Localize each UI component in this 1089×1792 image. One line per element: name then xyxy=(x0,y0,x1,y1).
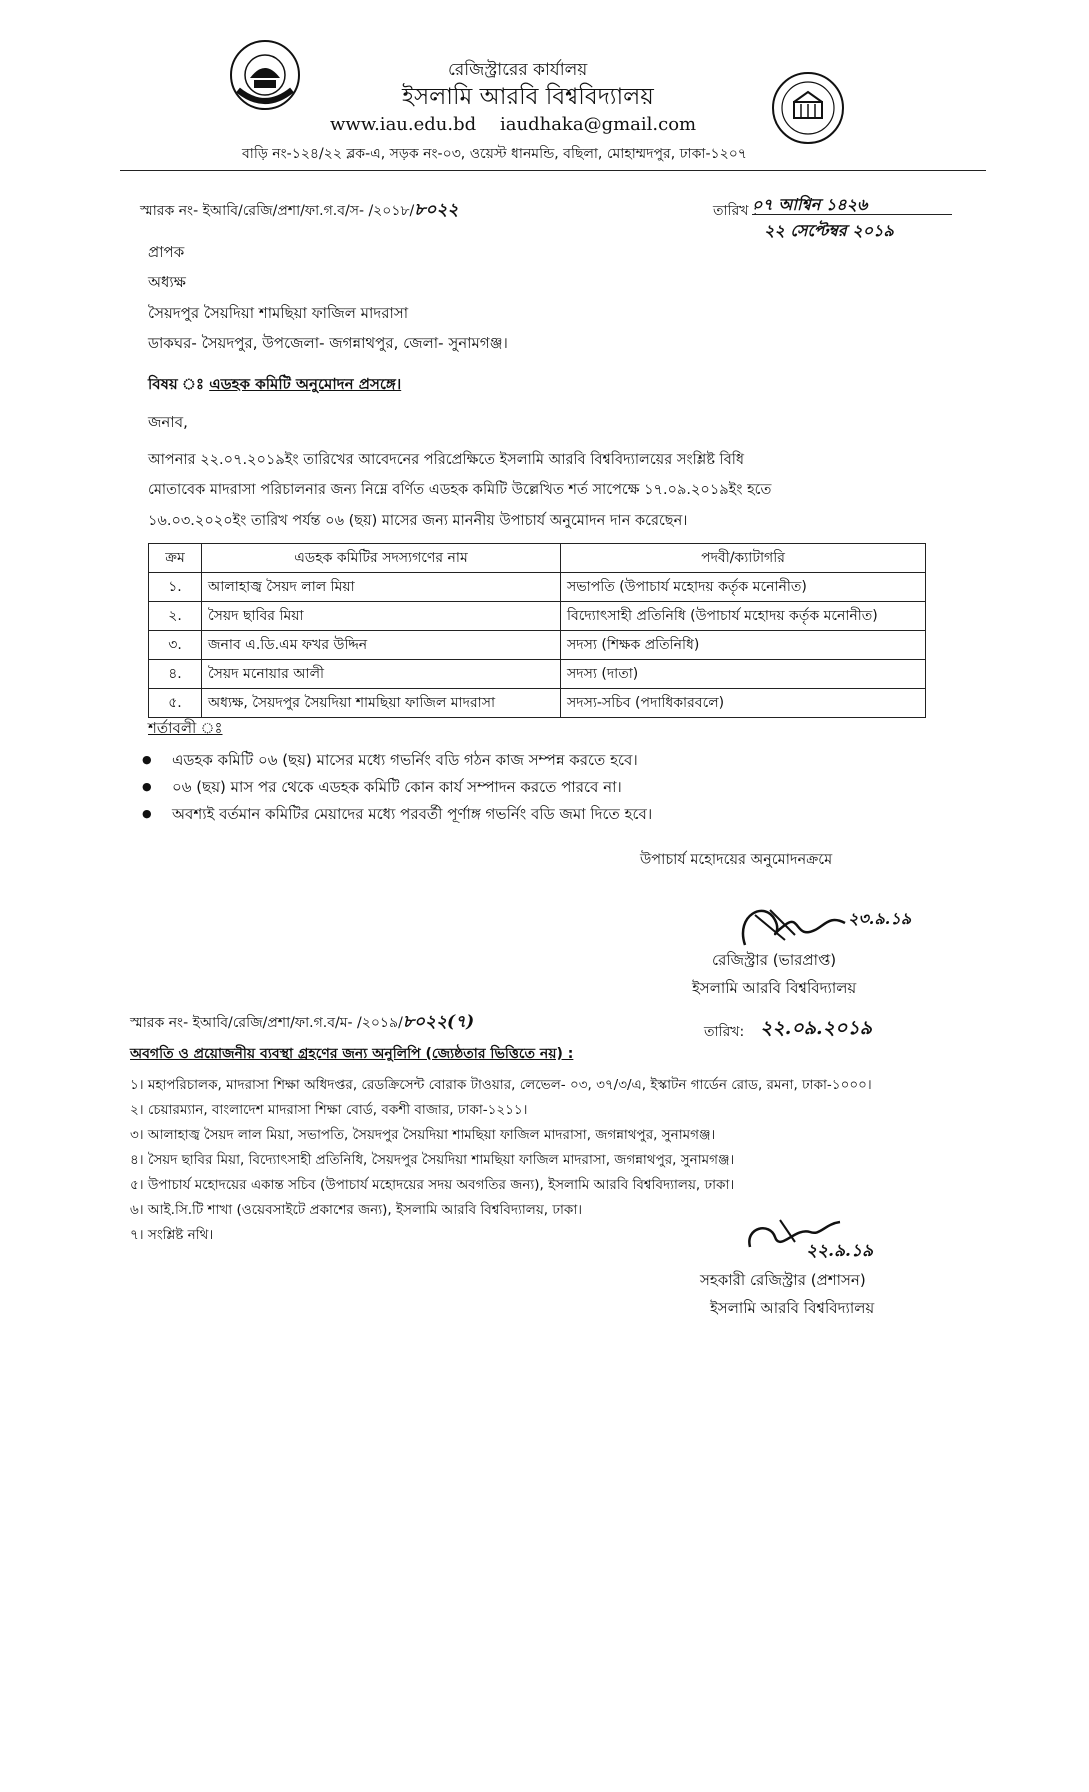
committee-table xyxy=(148,543,926,718)
condition-item: ● ০৬ (ছয়) মাস পর থেকে এডহক কমিটি কোন কার্য সম্পাদন করতে পারবে না। xyxy=(138,777,652,804)
conditions-list xyxy=(138,750,652,831)
row-serial: ৫. xyxy=(149,689,202,718)
date-underline xyxy=(752,214,952,215)
website-link[interactable]: www.iau.edu.bd xyxy=(330,114,477,135)
table-row xyxy=(149,689,926,718)
memo2-date-label: তারিখ: xyxy=(704,1024,745,1040)
subject-label: বিষয় ঃ xyxy=(148,375,204,393)
cc-item: ৫। উপাচার্য মহোদয়ের একান্ত সচিব (উপাচার্য মহোদয়ের সদয় অবগতির জন্য), ইসলামি আরবি বিশ্ববিদ্যালয়, ঢাকা। xyxy=(130,1177,735,1193)
signatory-1-org: ইসলামি আরবি বিশ্ববিদ্যালয় xyxy=(692,979,857,997)
memo2-ref xyxy=(130,1012,474,1033)
cc-item: ৭। সংশ্লিষ্ট নথি। xyxy=(130,1227,214,1243)
office-title: রেজিস্ট্রারের কার্যালয় xyxy=(448,60,588,80)
row-member-role: সভাপতি (উপাচার্য মহোদয় কর্তৃক মনোনীত) xyxy=(561,573,926,602)
row-serial: ৪. xyxy=(149,660,202,689)
cc-item: ২। চেয়ারম্যান, বাংলাদেশ মাদরাসা শিক্ষা বোর্ড, বকশী বাজার, ঢাকা-১২১১। xyxy=(130,1102,528,1118)
condition-item: ● এডহক কমিটি ০৬ (ছয়) মাসের মধ্যে গভর্নিং বডি গঠন কাজ সম্পন্ন করতে হবে। xyxy=(138,750,652,777)
col-header-serial: ক্রম xyxy=(149,544,202,573)
university-logo-left xyxy=(228,38,302,112)
university-name: ইসলামি আরবি বিশ্ববিদ্যালয় xyxy=(402,84,654,110)
memo2-date-handwritten: ২২.০৯.২০১৯ xyxy=(760,1017,872,1039)
row-member-name: আলাহাজ্ব সৈয়দ লাল মিয়া xyxy=(202,573,561,602)
cc-item: ৬। আই.সি.টি শাখা (ওয়েবসাইটে প্রকাশের জন্য), ইসলামি আরবি বিশ্ববিদ্যালয়, ঢাকা। xyxy=(130,1202,583,1218)
recipient-title: অধ্যক্ষ xyxy=(148,273,186,291)
col-header-role: পদবী/ক্যাটাগরি xyxy=(561,544,926,573)
subject-line xyxy=(148,374,401,394)
approval-note: উপাচার্য মহোদয়ের অনুমোদনক্রমে xyxy=(640,852,833,868)
recipient-label: প্রাপক xyxy=(148,243,185,261)
body-line-2: মোতাবেক মাদরাসা পরিচালনার জন্য নিম্নে বর্ণিত এডহক কমিটি উল্লেখিত শর্ত সাপেক্ষে ১৭.০৯.২০১৯ইং হতে xyxy=(148,482,772,498)
col-header-name: এডহক কমিটির সদস্যগণের নাম xyxy=(202,544,561,573)
memo2-ref-handwritten: ৮০২২(৭) xyxy=(402,1012,475,1032)
table-row xyxy=(149,573,926,602)
row-member-name: সৈয়দ ছাবির মিয়া xyxy=(202,602,561,631)
table-row xyxy=(149,602,926,631)
signatory-1-title: রেজিস্ট্রার (ভারপ্রাপ্ত) xyxy=(712,951,837,969)
conditions-title: শর্তাবলী ঃ xyxy=(148,719,223,737)
recipient-address: ডাকঘর- সৈয়দপুর, উপজেলা- জগন্নাথপুর, জেলা- সুনামগঞ্জ। xyxy=(148,334,508,352)
signature-1-date: ২৩.৯.১৯ xyxy=(848,909,912,928)
date-label: তারিখ : xyxy=(713,203,758,219)
memo-ref xyxy=(140,200,458,221)
subject-text: এডহক কমিটি অনুমোদন প্রসঙ্গে। xyxy=(209,375,402,393)
row-serial: ১. xyxy=(149,573,202,602)
mujib-logo-right xyxy=(770,70,846,146)
row-member-name: জনাব এ.ডি.এম ফখর উদ্দিন xyxy=(202,631,561,660)
salutation: জনাব, xyxy=(148,413,188,431)
cc-heading: অবগতি ও প্রয়োজনীয় ব্যবস্থা গ্রহণের জন্য অনুলিপি (জ্যেষ্ঠতার ভিত্তিতে নয়) : xyxy=(130,1046,574,1062)
letterhead-divider xyxy=(120,170,986,171)
row-serial: ৩. xyxy=(149,631,202,660)
table-header-row xyxy=(149,544,926,573)
memo-ref-handwritten: ৮০২২ xyxy=(414,200,459,220)
signature-2-date: ২২.৯.১৯ xyxy=(806,1241,874,1261)
table-row xyxy=(149,660,926,689)
table-row xyxy=(149,631,926,660)
email-link[interactable]: iaudhaka@gmail.com xyxy=(500,114,697,135)
memo2-ref-printed: স্মারক নং- ইআবি/রেজি/প্রশা/ফা.গ.ব/ম- /২০১৯/ xyxy=(130,1015,403,1031)
row-serial: ২. xyxy=(149,602,202,631)
cc-item: ৩। আলাহাজ্ব সৈয়দ লাল মিয়া, সভাপতি, সৈয়দপুর সৈয়দিয়া শামছিয়া ফাজিল মাদরাসা, জগন্নাথপুর, সুনামগঞ্জ। xyxy=(130,1127,716,1143)
memo-ref-printed: স্মারক নং- ইআবি/রেজি/প্রশা/ফা.গ.ব/স- /২০১৮/ xyxy=(140,203,415,219)
date-handwritten-2: ২২ সেপ্টেম্বর ২০১৯ xyxy=(764,221,894,240)
cc-item: ৪। সৈয়দ ছাবির মিয়া, বিদ্যোৎসাহী প্রতিনিধি, সৈয়দপুর সৈয়দিয়া শামছিয়া ফাজিল মাদরাসা, জগন্নাথপুর, সুনামগঞ্জ। xyxy=(130,1152,735,1168)
recipient-institution: সৈয়দপুর সৈয়দিয়া শামছিয়া ফাজিল মাদরাসা xyxy=(148,304,409,322)
row-member-role: সদস্য-সচিব (পদাধিকারবলে) xyxy=(561,689,926,718)
row-member-name: অধ্যক্ষ, সৈয়দপুর সৈয়দিয়া শামছিয়া ফাজিল মাদরাসা xyxy=(202,689,561,718)
condition-item: ● অবশ্যই বর্তমান কমিটির মেয়াদের মধ্যে পরবর্তী পূর্ণাঙ্গ গভর্নিং বডি জমা দিতে হবে। xyxy=(138,804,652,831)
body-line-3: ১৬.০৩.২০২০ইং তারিখ পর্যন্ত ০৬ (ছয়) মাসের জন্য মাননীয় উপাচার্য অনুমোদন দান করেছেন। xyxy=(148,513,688,529)
body-line-1: আপনার ২২.০৭.২০১৯ইং তারিখের আবেদনের পরিপ্রেক্ষিতে ইসলামি আরবি বিশ্ববিদ্যালয়ের সংশ্লিষ্ট বিধি xyxy=(148,452,745,468)
row-member-role: সদস্য (দাতা) xyxy=(561,660,926,689)
letterhead-address: বাড়ি নং-১২৪/২২ ব্লক-এ, সড়ক নং-০৩, ওয়েস্ট ধানমন্ডি, বছিলা, মোহাম্মদপুর, ঢাকা-১২০৭ xyxy=(242,146,747,162)
row-member-role: বিদ্যোৎসাহী প্রতিনিধি (উপাচার্য মহোদয় কর্তৃক মনোনীত) xyxy=(561,602,926,631)
cc-item: ১। মহাপরিচালক, মাদরাসা শিক্ষা অধিদপ্তর, রেডক্রিসেন্ট বোরাক টাওয়ার, লেভেল- ০৩, ৩৭/৩/এ, ইস্কাটন গার্ডেন রোড, রমনা, ঢাকা-১০০০। xyxy=(130,1077,872,1093)
signatory-2-org: ইসলামি আরবি বিশ্ববিদ্যালয় xyxy=(710,1299,875,1317)
row-member-role: সদস্য (শিক্ষক প্রতিনিধি) xyxy=(561,631,926,660)
date-handwritten-1: ০৭ আশ্বিন ১৪২৬ xyxy=(752,195,868,214)
row-member-name: সৈয়দ মনোয়ার আলী xyxy=(202,660,561,689)
signatory-2-title: সহকারী রেজিস্ট্রার (প্রশাসন) xyxy=(700,1271,866,1289)
